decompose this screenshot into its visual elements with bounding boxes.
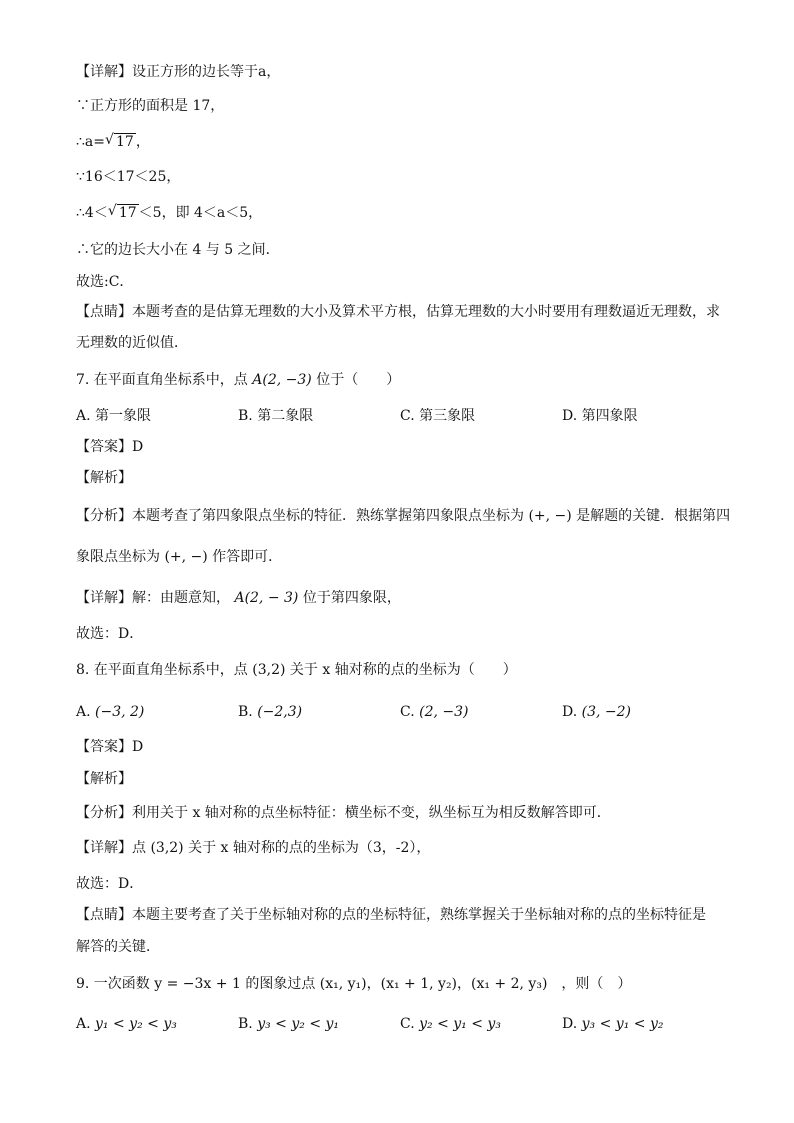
q7-stem-suffix: 位于（ ） bbox=[316, 372, 401, 388]
q6-because-bounds: ∵16＜17＜25， bbox=[76, 169, 181, 185]
q6-therefore-range bbox=[76, 203, 262, 223]
q7-stem-prefix: 7. 在平面直角坐标系中，点 bbox=[76, 372, 248, 388]
q9-option-c: C. y₂ < y₁ < y₃ bbox=[400, 1016, 501, 1032]
q6-range-prefix: ∴4＜ bbox=[76, 205, 108, 221]
q7-choice: 故选：D． bbox=[76, 626, 144, 642]
q6-comment-line2: 无理数的近似值． bbox=[76, 335, 188, 351]
q7-answer: 【答案】D bbox=[76, 439, 144, 455]
q7-option-c: C. 第三象限 bbox=[400, 408, 476, 424]
q8-option-a: A. (−3, 2) bbox=[76, 704, 145, 720]
q6-comment-line1: 【点睛】本题考查的是估算无理数的大小及算术平方根，估算无理数的大小时要用有理数逼近无理数，求 bbox=[76, 304, 720, 320]
q8-analysis: 【解析】 bbox=[76, 771, 132, 787]
q6-therefore-sqrt bbox=[76, 132, 150, 152]
q8-choice: 故选：D． bbox=[76, 876, 144, 892]
q8-option-d: D. (3, −2) bbox=[562, 704, 632, 720]
q8-comment-line2: 解答的关键． bbox=[76, 939, 160, 955]
q7-analysis: 【解析】 bbox=[76, 470, 132, 486]
q8-fenxi: 【分析】利用关于 x 轴对称的点坐标特征：横坐标不变，纵坐标互为相反数解答即可． bbox=[76, 805, 611, 821]
q7-detail-suffix: 位于第四象限， bbox=[302, 590, 401, 606]
q8-option-c: C. (2, −3) bbox=[400, 704, 469, 720]
q7-option-a: A. 第一象限 bbox=[76, 408, 152, 424]
q6-range-suffix: ＜5，即 4＜a＜5， bbox=[138, 205, 263, 221]
q7-option-b: B. 第二象限 bbox=[238, 408, 314, 424]
q9-stem: 9. 一次函数 y = −3x + 1 的图象过点 (x₁, y₁)，(x₁ + 1, y₂)，(x₁ + 2, y₃) ，则（ ） bbox=[76, 976, 632, 992]
q8-comment-line1: 【点睛】本题主要考查了关于坐标轴对称的点的坐标特征，熟练掌握关于坐标轴对称的点的坐标特征是 bbox=[76, 907, 706, 923]
q9-option-a: A. y₁ < y₂ < y₃ bbox=[76, 1016, 177, 1032]
q8-detail: 【详解】点 (3,2) 关于 x 轴对称的点的坐标为（3，-2）， bbox=[76, 840, 431, 856]
sqrt-17-range: √ 17 bbox=[108, 203, 139, 223]
q6-choice: 故选:C． bbox=[76, 274, 134, 290]
q8-stem: 8. 在平面直角坐标系中，点 (3,2) 关于 x 轴对称的点的坐标为（ ） bbox=[76, 662, 517, 678]
q6-conclusion: ∴它的边长大小在 4 与 5 之间． bbox=[76, 242, 280, 258]
q9-option-b: B. y₃ < y₂ < y₁ bbox=[238, 1016, 340, 1032]
q6-therefore-sqrt-prefix: ∴a= bbox=[76, 134, 105, 150]
q7-fenxi-line1: 【分析】本题考查了第四象限点坐标的特征．熟练掌握第四象限点坐标为 (+, −) 是解题的关键．根据第四 bbox=[76, 508, 731, 524]
q8-answer: 【答案】D bbox=[76, 739, 144, 755]
q6-therefore-sqrt-suffix: ， bbox=[135, 134, 150, 150]
q9-option-d: D. y₃ < y₁ < y₂ bbox=[562, 1016, 664, 1032]
q7-fenxi-line2: 象限点坐标为 (+, −) 作答即可． bbox=[76, 549, 283, 565]
sqrt-17: √ 17 bbox=[105, 132, 136, 152]
q7-stem bbox=[76, 370, 400, 390]
q7-detail bbox=[76, 588, 401, 608]
q6-detail: 【详解】设正方形的边长等于a， bbox=[76, 64, 281, 80]
q7-detail-point: A(2, − 3) bbox=[234, 590, 299, 606]
q7-point: A(2, −3) bbox=[252, 372, 312, 388]
q6-because-area: ∵正方形的面积是 17， bbox=[76, 98, 225, 114]
q7-option-d: D. 第四象限 bbox=[562, 408, 638, 424]
q8-option-b: B. (−2,3) bbox=[238, 704, 303, 720]
q7-detail-prefix: 【详解】解：由题意知， bbox=[76, 590, 230, 606]
